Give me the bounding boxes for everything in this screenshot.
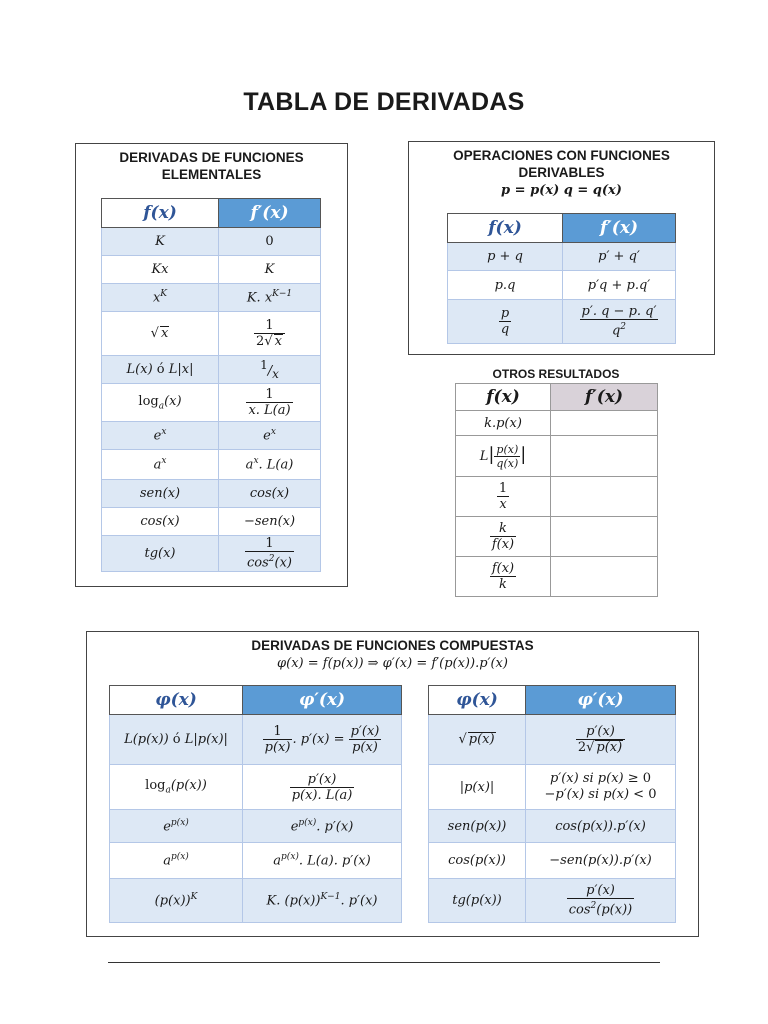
cell: |p(x)| — [429, 765, 526, 810]
otros-table — [455, 383, 658, 597]
col-header-fx: f(x) — [448, 214, 563, 243]
cell: $^1/_x$ — [219, 356, 321, 384]
cell: −sen(p(x)).p′(x) — [526, 843, 676, 879]
cell: K — [219, 256, 321, 284]
col-header-phi: φ(x) — [429, 686, 526, 715]
col-header-fpx: f′(x) — [551, 384, 658, 411]
cell: sen(x) — [102, 480, 219, 508]
empty-cell — [551, 411, 658, 436]
cell: L| $\frac{p(x)}{q(x)}$ | — [456, 436, 551, 477]
cell: L(x) ó L|x| — [102, 356, 219, 384]
cell: $a^{p(x)}$ — [110, 843, 243, 879]
cell: $x^K$ — [102, 284, 219, 312]
cell: $\frac{p'(x)}{p(x). L(a)}$ — [243, 765, 402, 810]
cell: $\frac{p}{q}$ — [448, 300, 563, 344]
cell: p′ + q′ — [563, 243, 676, 271]
cell: −sen(x) — [219, 508, 321, 536]
cell: K — [102, 228, 219, 256]
cell: p′(x) si p(x) ≥ 0 −p′(x) si p(x) < 0 — [526, 765, 676, 810]
cell: $a^{p(x)}$. L(a). p′(x) — [243, 843, 402, 879]
cell: tg(p(x)) — [429, 879, 526, 923]
cell: cos(p(x)) — [429, 843, 526, 879]
cell: p + q — [448, 243, 563, 271]
compuestas-subtitle: φ(x) = f(p(x)) ⇒ φ′(x) = f′(p(x)).p′(x) — [277, 656, 508, 671]
empty-cell — [551, 436, 658, 477]
cell: $e^x$ — [219, 422, 321, 450]
cell: tg(x) — [102, 536, 219, 572]
col-header-fx: f(x) — [102, 199, 219, 228]
compuestas-heading: DERIVADAS DE FUNCIONES COMPUESTAS — [251, 638, 534, 653]
cell: $e^{p(x)}$. p′(x) — [243, 810, 402, 843]
empty-cell — [551, 517, 658, 557]
col-header-fx: f(x) — [456, 384, 551, 411]
cell: Kx — [102, 256, 219, 284]
cell: k.p(x) — [456, 411, 551, 436]
cell: $\frac{p'(x)}{2√ p(x)}$ — [526, 715, 676, 765]
page-title: TABLA DE DERIVADAS — [243, 88, 525, 116]
cell: cos(x) — [102, 508, 219, 536]
cell: $(p(x))^K$ — [110, 879, 243, 923]
compuestas-left-table — [109, 685, 402, 923]
cell: $\log_a(x)$ — [102, 384, 219, 422]
cell: $\frac{1}{2√ x}$ — [219, 312, 321, 356]
elementales-heading: DERIVADAS DE FUNCIONES ELEMENTALES — [119, 150, 304, 182]
cell: K. $(p(x))^{K-1}$. p′(x) — [243, 879, 402, 923]
col-header-fpx: f′(x) — [563, 214, 676, 243]
cell: $a^x$. L(a) — [219, 450, 321, 480]
operaciones-subtitle: p = p(x) q = q(x) — [501, 183, 622, 198]
cell: $e^x$ — [102, 422, 219, 450]
operaciones-table — [447, 213, 676, 344]
cell: p.q — [448, 271, 563, 300]
col-header-fpx: f′(x) — [219, 199, 321, 228]
footer-divider — [108, 962, 660, 963]
cell: $\frac{k}{f(x)}$ — [456, 517, 551, 557]
cell: $\frac{1}{x}$ — [456, 477, 551, 517]
empty-cell — [551, 477, 658, 517]
empty-cell — [551, 557, 658, 597]
cell: √ p(x) — [429, 715, 526, 765]
cell: $\frac{p'(x)}{\cos^2(p(x))}$ — [526, 879, 676, 923]
cell: 0 — [219, 228, 321, 256]
cell: $\frac{p'. q - p. q'}{q^2}$ — [563, 300, 676, 344]
compuestas-right-table — [428, 685, 676, 923]
cell: $a^x$ — [102, 450, 219, 480]
cell: $\frac{1}{p(x)}$ . p′(x) = $\frac{p'(x)}{p(x)}$ — [243, 715, 402, 765]
cell: $\log_a(p(x))$ — [110, 765, 243, 810]
col-header-phi-prime: φ′(x) — [243, 686, 402, 715]
cell: $\frac{1}{x. L(a)}$ — [219, 384, 321, 422]
otros-heading: OTROS RESULTADOS — [492, 367, 620, 381]
cell: p′q + p.q′ — [563, 271, 676, 300]
cell: sen(p(x)) — [429, 810, 526, 843]
cell: L(p(x)) ó L|p(x)| — [110, 715, 243, 765]
cell: $\frac{f(x)}{k}$ — [456, 557, 551, 597]
cell: $\frac{1}{\cos^2(x)}$ — [219, 536, 321, 572]
col-header-phi-prime: φ′(x) — [526, 686, 676, 715]
col-header-phi: φ(x) — [110, 686, 243, 715]
cell: √ x — [102, 312, 219, 356]
operaciones-heading: OPERACIONES CON FUNCIONES DERIVABLES — [453, 148, 670, 180]
cell: K. $x^{K-1}$ — [219, 284, 321, 312]
cell: cos(p(x)).p′(x) — [526, 810, 676, 843]
elementales-table — [101, 198, 321, 572]
cell: cos(x) — [219, 480, 321, 508]
cell: $e^{p(x)}$ — [110, 810, 243, 843]
